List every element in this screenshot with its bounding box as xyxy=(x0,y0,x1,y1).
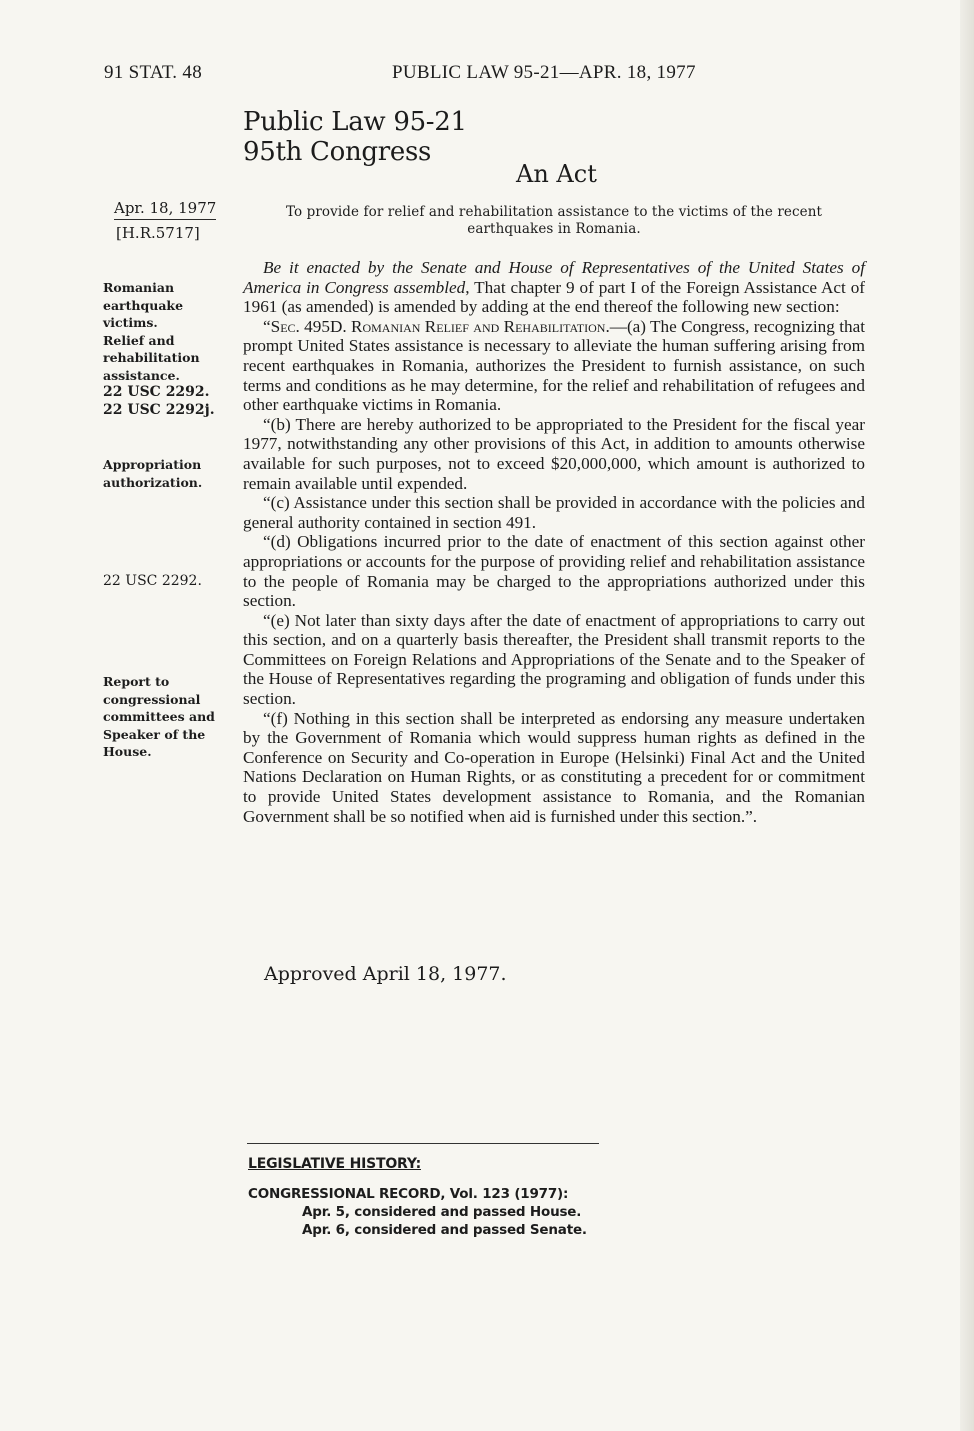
history-entry: Apr. 6, considered and passed Senate. xyxy=(302,1222,587,1238)
public-law-number: Public Law 95-21 xyxy=(243,107,467,137)
margin-note-line: authorization. xyxy=(103,474,203,490)
congress-number: 95th Congress xyxy=(243,137,432,167)
section-c: “(c) Assistance under this section shall be provided in accordance with the policies and general authority contained in section 491. xyxy=(243,493,865,532)
section-a-text: —(a) The Congress, recognizing that prompt United States assistance is necessary to alleviate the human suffering arising from recent earthquakes in Romania, authorizes the President to furnish assistance, on such terms and conditions as he may determine, for the relief and rehabilitation of refugees and other earthquake victims in Romania. xyxy=(243,316,865,415)
legislative-history xyxy=(248,1155,587,1239)
statute-page-number: 91 STAT. 48 xyxy=(104,62,203,83)
section-d: “(d) Obligations incurred prior to the date of enactment of this section against other appropriations or accounts for the purpose of providing relief and rehabilitation assistance to the people of Romania may be charged to the appropriations authorized under this section. xyxy=(243,532,865,611)
an-act-heading: An Act xyxy=(516,160,597,188)
approval-line: Approved April 18, 1977. xyxy=(264,963,507,985)
congressional-record: CONGRESSIONAL RECORD, Vol. 123 (1977): xyxy=(248,1186,569,1202)
page-edge-shadow xyxy=(960,0,974,1431)
margin-note-usc xyxy=(103,573,218,591)
margin-note-line: congressional xyxy=(103,691,201,707)
enacting-italic: Be it enacted by the Senate and House of Representatives of the United States of America in Congress assembled xyxy=(243,258,865,297)
history-entry: Apr. 5, considered and passed House. xyxy=(302,1204,582,1220)
enacting-rest: , That chapter 9 of part I of the Foreign Assistance Act of 1961 (as amended) is amended by adding at the end thereof the following new section: xyxy=(243,277,866,317)
margin-note-line: committees and xyxy=(103,709,215,724)
running-head: PUBLIC LAW 95-21—APR. 18, 1977 xyxy=(392,62,696,83)
usc-citation: 22 USC 2292j. xyxy=(103,401,215,418)
act-body xyxy=(243,258,865,826)
history-divider xyxy=(247,1143,599,1144)
enactment-date: Apr. 18, 1977 xyxy=(114,198,216,220)
section-f: “(f) Nothing in this section shall be interpreted as endorsing any measure undertaken by the Government of Romania which would suppress human rights as defined in the Conference on Security and Co-operation in Europe (Helsinki) Final Act and the United Nations Declaration on Human Rights, or as constituting a precedent for or commitment to provide United States development assistance to Romania, and the Romanian Government shall be so notified when aid is furnished under this section.”. xyxy=(243,708,865,826)
margin-note-line: Appropriation xyxy=(103,457,202,472)
bill-number: [H.R.5717] xyxy=(116,224,200,242)
margin-note-line: Relief and xyxy=(103,332,175,348)
section-heading: “Sec. 495D. Romanian Relief and Rehabilitation. xyxy=(263,316,610,336)
section-a xyxy=(243,317,865,415)
margin-note-line: Speaker of the xyxy=(103,726,206,742)
usc-citation: 22 USC 2292. xyxy=(103,573,202,589)
margin-note-line: rehabilitation xyxy=(103,350,200,365)
margin-note-appropriation xyxy=(103,456,218,491)
section-e: “(e) Not later than sixty days after the date of enactment of appropriations to carry out this section, and on a quarterly basis thereafter, the President shall transmit reports to the Committees on Foreign Relations and Appropriations of the Senate and to the Speaker of the House of Representatives regarding the programing and obligation of funds under this section. xyxy=(243,610,865,709)
margin-note-line: assistance. xyxy=(103,367,180,383)
margin-note-line: Report to xyxy=(103,674,170,689)
usc-citation: 22 USC 2292. xyxy=(103,384,210,400)
margin-note-line: earthquake xyxy=(103,297,184,313)
margin-note-line: victims. xyxy=(103,315,158,330)
act-purpose: To provide for relief and rehabilitation assistance to the victims of the recent earthquakes in Romania. xyxy=(285,204,823,237)
enacting-clause xyxy=(243,258,865,317)
margin-note-romanian xyxy=(103,279,218,419)
margin-note-line: House. xyxy=(103,744,152,759)
margin-date-block xyxy=(114,198,216,243)
law-title-block xyxy=(243,107,467,167)
section-b: “(b) There are hereby authorized to be appropriated to the President for the fiscal year 1977, notwithstanding any other provisions of this Act, in addition to amounts otherwise available for such purposes, not to exceed $20,000,000, which amount is authorized to remain available until expended. xyxy=(243,414,865,493)
history-title: LEGISLATIVE HISTORY: xyxy=(248,1156,421,1172)
margin-note-line: Romanian xyxy=(103,280,175,295)
margin-note-report xyxy=(103,673,218,761)
